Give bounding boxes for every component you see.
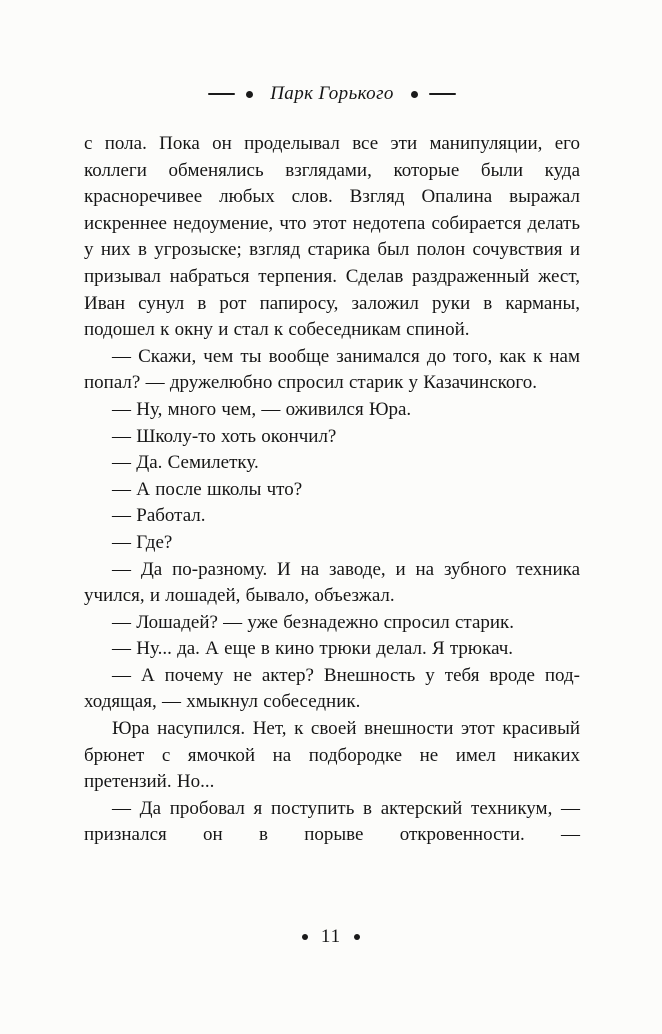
paragraph: с пола. Пока он проделывал все эти манипуляции, его коллеги обменялись взглядами, которые были куда красноречивее любых слов. Взгляд Опалина выражал искреннее недоумение, что этот недотепа собирается делать у них в угрозыске; взгляд старика был полон сочувствия и призывал набраться терпения. Сделав раздраженный жест, Иван сунул в рот папиросу, заложил руки в карманы, подошел к окну и стал к собеседникам спиной. (84, 133, 580, 341)
paragraph: — Лошадей? — уже безнадежно спросил старик. (112, 611, 515, 633)
paragraph: — Школу-то хоть окончил? (112, 425, 337, 447)
paragraph: — Ну... да. А еще в кино трюки делал. Я трюкач. (112, 638, 514, 660)
paragraph: — Да по-разному. И на заводе, и на зубного техника учился, и лошадей, бывало, объезжал. (84, 558, 580, 607)
footer-bullet-left-icon (302, 934, 308, 940)
page-footer (0, 926, 662, 948)
book-title: Парк Горького (270, 83, 394, 104)
paragraph: — Да. Семилетку. (112, 452, 259, 474)
running-header (84, 82, 580, 106)
paragraph: — Где? (112, 531, 173, 553)
header-rule-left-icon (208, 93, 235, 95)
paragraph: — А после школы что? (112, 478, 303, 500)
paragraph: — Работал. (112, 505, 206, 527)
paragraph: — Скажи, чем ты вообще занимался до того, как к нам попал? — дружелюбно спросил старик у Казачинского. (84, 345, 580, 394)
header-bullet-right-icon (411, 91, 418, 98)
paragraph: — А почему не актер? Внешность у тебя вроде подходящая, — хмыкнул собеседник. (84, 664, 580, 713)
page-body (84, 131, 580, 849)
header-rule-right-icon (429, 93, 456, 95)
page-number: 11 (320, 926, 342, 947)
header-bullet-left-icon (246, 91, 253, 98)
paragraph: — Да пробовал я поступить в актерский техникум, — признался он в порыве откровенности. — (84, 797, 580, 846)
paragraph: — Ну, много чем, — оживился Юра. (112, 398, 412, 420)
footer-bullet-right-icon (354, 934, 360, 940)
paragraph: Юра насупился. Нет, к своей внешности этот красивый брюнет с ямочкой на подбородке не имел никаких претензий. Но... (84, 718, 580, 793)
